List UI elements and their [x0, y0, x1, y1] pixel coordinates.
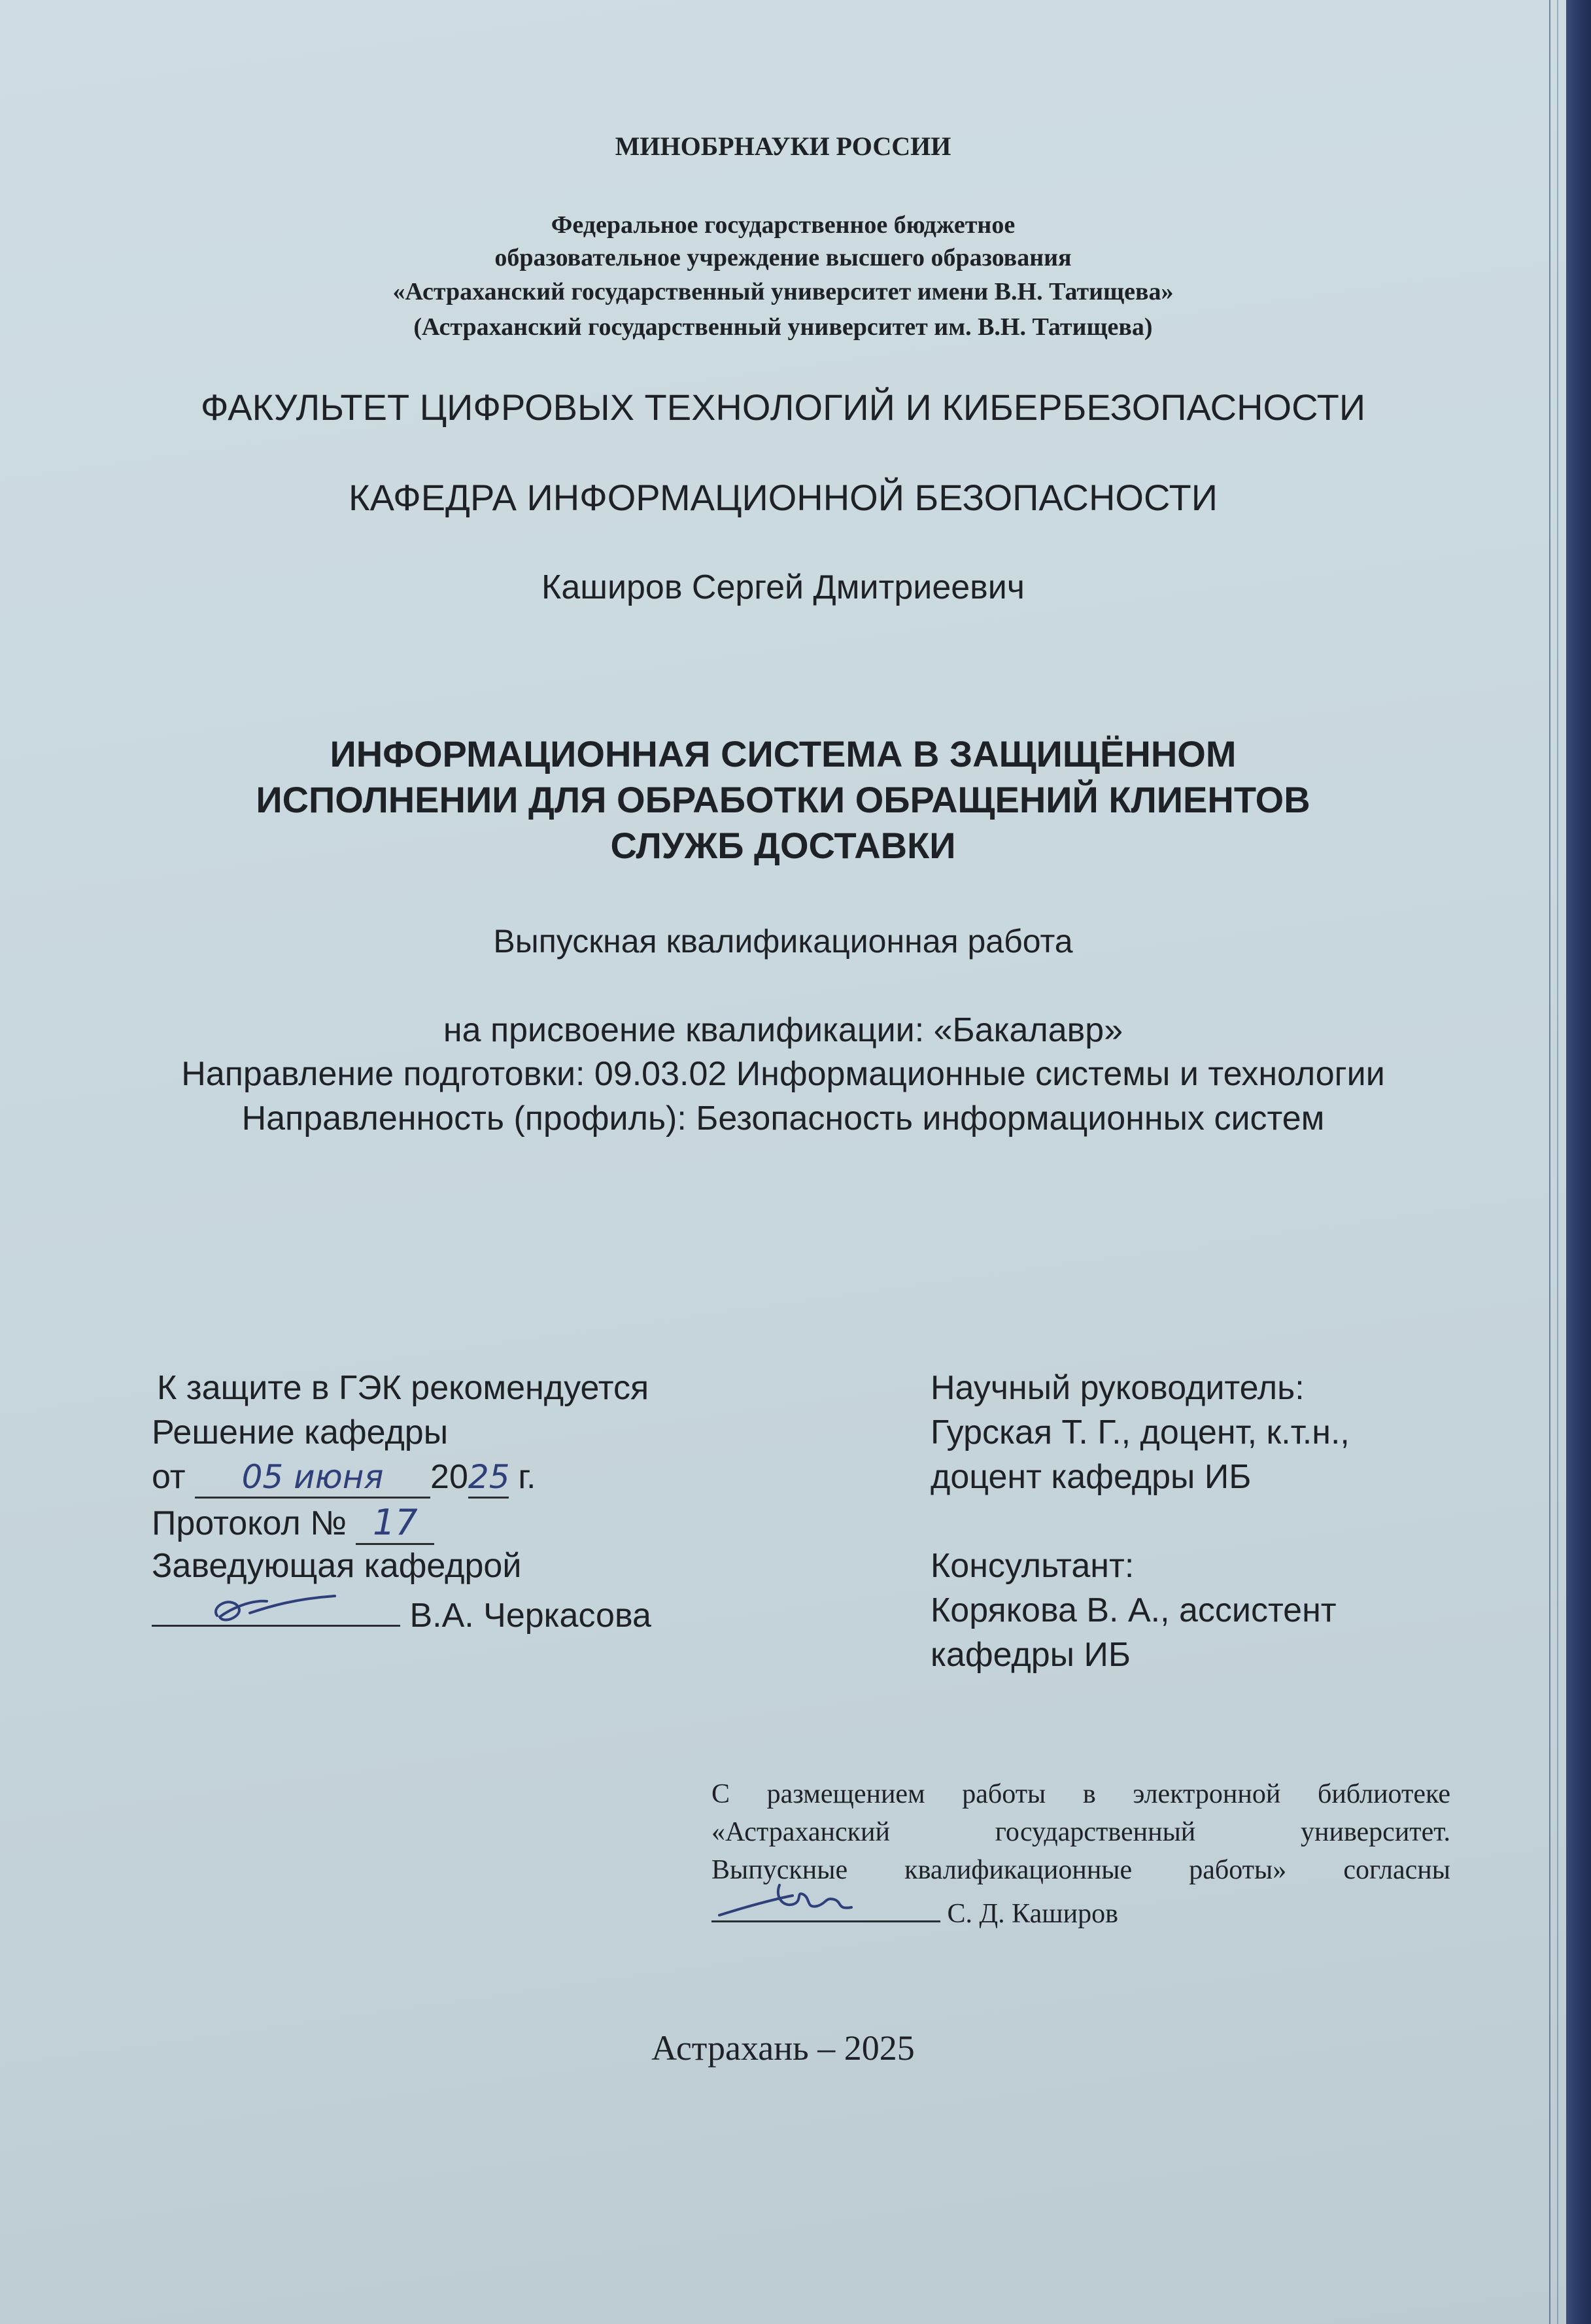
- head-signature-mark: [204, 1587, 348, 1629]
- faculty-name: ФАКУЛЬТЕТ ЦИФРОВЫХ ТЕХНОЛОГИЙ И КИБЕРБЕЗОПАСНОСТИ: [200, 387, 1366, 428]
- thesis-title-line-3: СЛУЖБ ДОСТАВКИ: [610, 825, 956, 866]
- supervisor-position: доцент кафедры ИБ: [931, 1458, 1252, 1496]
- org-line-2: образовательное учреждение высшего образования: [494, 244, 1072, 271]
- date-field: [195, 1457, 430, 1499]
- binder-stitch-line: [1549, 0, 1550, 2324]
- protocol-number: [152, 1502, 434, 1545]
- supervisor-name: Гурская Т. Г., доцент, к.т.н.,: [931, 1413, 1350, 1451]
- consent-line-1: С размещением работы в электронной библиотеке: [711, 1779, 1450, 1809]
- year-field: [468, 1457, 509, 1499]
- department-decision-label: Решение кафедры: [152, 1413, 449, 1451]
- qualification: на присвоение квалификации: «Бакалавр»: [443, 1011, 1123, 1049]
- signature-field: [152, 1591, 400, 1627]
- thesis-title-line-2: ИСПОЛНЕНИИ ДЛЯ ОБРАБОТКИ ОБРАЩЕНИЙ КЛИЕНТОВ: [256, 779, 1310, 820]
- org-line-3: «Астраханский государственный университет имени В.Н. Татищева»: [392, 278, 1174, 305]
- protocol-field: [356, 1502, 434, 1545]
- decision-date: [152, 1457, 536, 1499]
- work-type: Выпускная квалификационная работа: [493, 923, 1073, 960]
- thesis-title-line-1: ИНФОРМАЦИОННАЯ СИСТЕМА В ЗАЩИЩЁННОМ: [330, 733, 1237, 774]
- consultant-position: кафедры ИБ: [931, 1636, 1131, 1674]
- head-signature-line: [152, 1591, 651, 1635]
- year-prefix: 20: [430, 1458, 468, 1496]
- recommendation-text: К защите в ГЭК рекомендуется: [157, 1369, 649, 1407]
- handwritten-year: 25: [468, 1458, 510, 1496]
- handwritten-protocol-number: 17: [373, 1502, 418, 1543]
- year-suffix: г.: [518, 1458, 536, 1496]
- consent-signer-name: С. Д. Каширов: [947, 1899, 1118, 1929]
- consultant-label: Консультант:: [931, 1547, 1135, 1585]
- city-year-footer: Астрахань – 2025: [651, 2028, 915, 2068]
- consent-signature-field: [711, 1890, 940, 1922]
- supervisor-label: Научный руководитель:: [931, 1369, 1305, 1407]
- org-line-4: (Астраханский государственный университет им. В.Н. Татищева): [413, 313, 1153, 341]
- consultant-name: Корякова В. А., ассистент: [931, 1591, 1337, 1629]
- study-direction: Направление подготовки: 09.03.02 Информационные системы и технологии: [181, 1055, 1385, 1093]
- consent-signature-line: [711, 1890, 1118, 1930]
- department-name: КАФЕДРА ИНФОРМАЦИОННОЙ БЕЗОПАСНОСТИ: [349, 477, 1218, 518]
- protocol-label: Протокол №: [152, 1504, 347, 1542]
- binder-stitch-line-2: [1557, 0, 1558, 2324]
- study-profile: Направленность (профиль): Безопасность информационных систем: [241, 1100, 1325, 1137]
- binder-cover-edge: [1566, 0, 1591, 2324]
- date-prefix: от: [152, 1458, 186, 1496]
- author-name: Каширов Сергей Дмитриеевич: [541, 568, 1025, 606]
- handwritten-date: 05 июня: [241, 1458, 384, 1496]
- head-name: В.А. Черкасова: [409, 1597, 651, 1635]
- consent-line-3: Выпускные квалификационные работы» согласны: [711, 1855, 1450, 1885]
- org-line-1: Федеральное государственное бюджетное: [551, 211, 1016, 239]
- head-of-department-label: Заведующая кафедрой: [152, 1547, 522, 1585]
- ministry-heading: МИНОБРНАУКИ РОССИИ: [615, 131, 951, 161]
- consent-line-2: «Астраханский государственный университет.: [711, 1817, 1450, 1847]
- author-signature-mark: [714, 1872, 871, 1923]
